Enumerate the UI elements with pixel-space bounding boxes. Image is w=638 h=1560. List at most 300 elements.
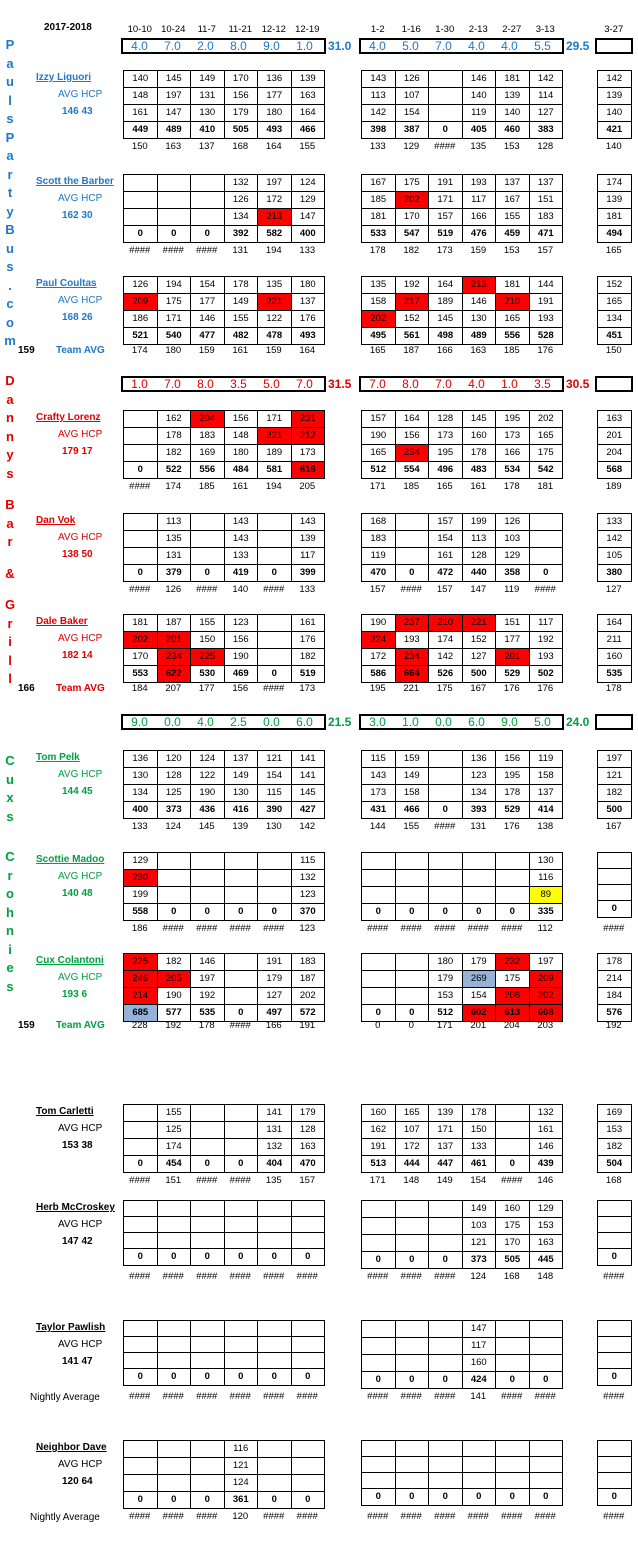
series-total-cell: 0 bbox=[157, 1492, 191, 1509]
weekly-points: 5.5 bbox=[534, 39, 551, 53]
game-score-cell: 181 bbox=[496, 277, 530, 294]
game-score-cell: 160 bbox=[462, 1355, 496, 1372]
game-score-cell: 237 bbox=[395, 615, 429, 632]
series-total-cell: 0 bbox=[258, 565, 292, 582]
game-score-cell: 160 bbox=[496, 1201, 530, 1218]
series-total-cell: 521 bbox=[124, 328, 158, 345]
game-score-cell bbox=[157, 1201, 191, 1217]
weekly-average: #### bbox=[196, 1511, 218, 1522]
avg-hcp-label: AVG HCP bbox=[58, 871, 103, 882]
game-score-cell bbox=[291, 1217, 325, 1233]
game-score-cell: 137 bbox=[291, 294, 325, 311]
game-score-cell: 143 bbox=[224, 531, 258, 548]
series-total-cell: 0 bbox=[157, 1369, 191, 1386]
series-total-row bbox=[124, 1249, 325, 1266]
game-row bbox=[124, 1441, 325, 1458]
game-row bbox=[124, 294, 325, 311]
series-total-cell: 482 bbox=[224, 328, 258, 345]
game-score-cell: 139 bbox=[429, 1105, 463, 1122]
game-score-cell: 182 bbox=[157, 445, 191, 462]
game-row bbox=[124, 768, 325, 785]
weekly-average: 176 bbox=[503, 821, 520, 832]
game-score-cell: 155 bbox=[496, 209, 530, 226]
game-score-cell: 156 bbox=[395, 428, 429, 445]
game-score-cell bbox=[529, 1321, 563, 1338]
game-score-cell bbox=[496, 1105, 530, 1122]
game-score-cell bbox=[362, 1457, 396, 1473]
avg-hcp-values: 147 42 bbox=[62, 1236, 93, 1247]
series-total-cell: 0 bbox=[124, 565, 158, 582]
weekly-average: 142 bbox=[299, 821, 316, 832]
game-score-cell: 197 bbox=[598, 751, 632, 768]
game-score-cell bbox=[429, 1441, 463, 1457]
game-row bbox=[362, 311, 563, 328]
series-total-cell: 0 bbox=[429, 1489, 463, 1506]
game-row bbox=[362, 1235, 563, 1252]
series-total-row bbox=[124, 904, 325, 921]
team-name-letter: i bbox=[8, 634, 12, 649]
game-score-cell: 146 bbox=[462, 294, 496, 311]
game-score-cell bbox=[429, 71, 463, 88]
game-score-cell bbox=[429, 768, 463, 785]
weekly-points: 4.0 bbox=[369, 39, 386, 53]
weekly-average: #### bbox=[229, 1271, 251, 1282]
game-score-cell bbox=[124, 192, 158, 209]
team-name-letter: P bbox=[5, 129, 15, 145]
team-name-letter: s bbox=[6, 808, 14, 824]
team-name-letter: s bbox=[6, 259, 14, 274]
game-score-cell bbox=[496, 1457, 530, 1473]
half-total-points: 31.5 bbox=[328, 377, 352, 391]
team-weekly-average: 0 bbox=[408, 1020, 414, 1031]
game-row bbox=[598, 768, 632, 785]
game-score-cell bbox=[157, 1475, 191, 1492]
game-score-cell: 182 bbox=[157, 954, 191, 971]
game-score-cell: 171 bbox=[258, 411, 292, 428]
game-score-cell: 160 bbox=[598, 649, 632, 666]
game-score-cell: 179 bbox=[291, 1105, 325, 1122]
game-score-cell: 193 bbox=[529, 649, 563, 666]
series-total-cell: 335 bbox=[529, 904, 563, 921]
series-total-cell: 0 bbox=[496, 1372, 530, 1389]
series-total-cell: 476 bbox=[462, 226, 496, 243]
game-score-cell: 174 bbox=[598, 175, 632, 192]
game-score-cell: 190 bbox=[191, 785, 225, 802]
game-score-cell bbox=[395, 988, 429, 1005]
game-score-cell: 224 bbox=[362, 632, 396, 649]
series-total-cell: 0 bbox=[429, 1252, 463, 1269]
team-weekly-average: #### bbox=[263, 683, 285, 694]
series-total-cell: 493 bbox=[291, 328, 325, 345]
weekly-average: 185 bbox=[198, 481, 215, 492]
team-hcp-total: 159 bbox=[18, 1020, 35, 1031]
team-name-letter: C bbox=[5, 753, 15, 768]
game-score-cell bbox=[362, 1441, 396, 1457]
bowler-name[interactable]: Scottie Madoo bbox=[36, 854, 105, 865]
avg-hcp-values: 162 30 bbox=[62, 210, 93, 221]
bowler-name[interactable]: Herb McCroskey bbox=[36, 1202, 115, 1213]
game-score-cell bbox=[395, 548, 429, 565]
team-weekly-average: 175 bbox=[436, 683, 453, 694]
series-total-cell: 419 bbox=[224, 565, 258, 582]
game-score-cell: 190 bbox=[362, 615, 396, 632]
series-total-cell: 602 bbox=[462, 1005, 496, 1022]
game-row bbox=[124, 785, 325, 802]
series-total-cell: 0 bbox=[598, 1249, 632, 1266]
game-score-cell: 164 bbox=[395, 411, 429, 428]
team-weekly-average: 173 bbox=[299, 683, 316, 694]
game-row bbox=[362, 1105, 563, 1122]
game-score-cell: 140 bbox=[462, 88, 496, 105]
game-score-cell: 166 bbox=[496, 445, 530, 462]
bowler-name[interactable]: Neighbor Dave bbox=[36, 1442, 107, 1453]
game-score-cell bbox=[258, 649, 292, 666]
game-score-cell: 107 bbox=[395, 88, 429, 105]
week-header: 1-30 bbox=[435, 24, 455, 35]
team-weekly-average: 176 bbox=[503, 683, 520, 694]
series-total-cell: 0 bbox=[429, 1372, 463, 1389]
game-row bbox=[362, 1122, 563, 1139]
bowler-name[interactable]: Taylor Pawlish bbox=[36, 1322, 106, 1333]
game-score-cell: 178 bbox=[157, 428, 191, 445]
game-score-cell: 121 bbox=[598, 768, 632, 785]
game-score-cell: 124 bbox=[191, 751, 225, 768]
series-total-cell: 444 bbox=[395, 1156, 429, 1173]
series-total-row bbox=[362, 462, 563, 479]
series-total-cell: 529 bbox=[496, 666, 530, 683]
series-total-cell: 547 bbox=[395, 226, 429, 243]
series-total-cell: 505 bbox=[224, 122, 258, 139]
game-score-cell: 174 bbox=[157, 1139, 191, 1156]
game-score-cell bbox=[429, 785, 463, 802]
game-score-cell: 152 bbox=[598, 277, 632, 294]
team-name-letter: l bbox=[8, 671, 12, 686]
team-name-letter: r bbox=[7, 166, 13, 182]
game-score-cell: 232 bbox=[496, 954, 530, 971]
series-total-cell: 361 bbox=[224, 1492, 258, 1509]
game-score-cell: 202 bbox=[529, 988, 563, 1005]
series-total-cell: 0 bbox=[258, 1249, 292, 1266]
game-score-cell: 234 bbox=[395, 649, 429, 666]
series-total-cell: 512 bbox=[362, 462, 396, 479]
game-score-cell bbox=[291, 1475, 325, 1492]
game-score-cell: 169 bbox=[598, 1105, 632, 1122]
weekly-average: 135 bbox=[470, 141, 487, 152]
game-row bbox=[598, 411, 632, 428]
game-score-cell: 122 bbox=[191, 768, 225, 785]
weekly-average: #### bbox=[434, 923, 456, 934]
weekly-average: 153 bbox=[503, 245, 520, 256]
bowler-name[interactable]: Paul Coultas bbox=[36, 278, 97, 289]
weekly-average: 147 bbox=[470, 584, 487, 595]
weekly-points: 9.0 bbox=[501, 715, 518, 729]
weekly-points: 7.0 bbox=[435, 39, 452, 53]
weekly-points: 9.0 bbox=[131, 715, 148, 729]
series-total-cell: 0 bbox=[362, 1489, 396, 1506]
weekly-average: #### bbox=[196, 1271, 218, 1282]
weekly-average: #### bbox=[129, 481, 151, 492]
game-score-cell bbox=[191, 1201, 225, 1217]
game-score-cell bbox=[191, 1475, 225, 1492]
game-score-cell: 150 bbox=[462, 1122, 496, 1139]
series-total-row bbox=[362, 328, 563, 345]
series-total-cell: 427 bbox=[291, 802, 325, 819]
bowler-name[interactable]: Scott the Barber bbox=[36, 176, 114, 187]
game-score-cell bbox=[598, 1321, 632, 1337]
game-score-cell: 191 bbox=[362, 1139, 396, 1156]
series-total-cell: 0 bbox=[157, 226, 191, 243]
game-row bbox=[362, 1139, 563, 1156]
game-score-cell: 129 bbox=[124, 853, 158, 870]
series-total-row bbox=[598, 328, 632, 345]
game-score-cell: 126 bbox=[395, 71, 429, 88]
game-score-cell: 140 bbox=[496, 105, 530, 122]
game-score-cell: 153 bbox=[429, 988, 463, 1005]
game-score-cell bbox=[224, 1233, 258, 1249]
score-grid bbox=[361, 953, 563, 1022]
game-score-cell: 170 bbox=[224, 71, 258, 88]
bowler-name[interactable]: Crafty Lorenz bbox=[36, 412, 101, 423]
weekly-points: 7.0 bbox=[164, 377, 181, 391]
game-row bbox=[362, 971, 563, 988]
score-grid bbox=[361, 1320, 563, 1389]
avg-hcp-label: AVG HCP bbox=[58, 769, 103, 780]
game-row bbox=[362, 988, 563, 1005]
weekly-average: #### bbox=[501, 1391, 523, 1402]
team-name-letter: i bbox=[8, 941, 12, 957]
series-total-cell: 387 bbox=[395, 122, 429, 139]
game-score-cell: 128 bbox=[462, 548, 496, 565]
weekly-points: 7.0 bbox=[435, 377, 452, 391]
weekly-average: #### bbox=[196, 245, 218, 256]
series-total-cell: 398 bbox=[362, 122, 396, 139]
team-name-letter: u bbox=[6, 74, 14, 89]
weekly-average: 194 bbox=[265, 481, 282, 492]
weekly-average: #### bbox=[162, 1271, 184, 1282]
game-score-cell bbox=[395, 1473, 429, 1489]
bowler-name[interactable]: Dan Vok bbox=[36, 515, 76, 526]
game-row bbox=[598, 853, 632, 869]
score-grid bbox=[597, 174, 632, 243]
game-score-cell: 135 bbox=[362, 277, 396, 294]
series-total-cell: 533 bbox=[362, 226, 396, 243]
series-total-row bbox=[362, 226, 563, 243]
game-score-cell: 213 bbox=[462, 277, 496, 294]
weekly-average: #### bbox=[229, 1175, 251, 1186]
series-total-cell: 392 bbox=[224, 226, 258, 243]
series-total-cell: 459 bbox=[496, 226, 530, 243]
team-name-letter: x bbox=[6, 790, 14, 805]
half-total-points: 30.5 bbox=[566, 377, 590, 391]
weekly-average: #### bbox=[603, 1271, 625, 1282]
game-score-cell: 130 bbox=[529, 853, 563, 870]
game-score-cell: 143 bbox=[362, 71, 396, 88]
series-total-row bbox=[124, 666, 325, 683]
series-total-row bbox=[598, 1249, 632, 1266]
avg-hcp-values: 153 38 bbox=[62, 1140, 93, 1151]
game-score-cell: 190 bbox=[362, 428, 396, 445]
game-score-cell bbox=[362, 1338, 396, 1355]
game-score-cell bbox=[258, 632, 292, 649]
game-score-cell bbox=[157, 1458, 191, 1475]
game-row bbox=[362, 428, 563, 445]
game-score-cell: 170 bbox=[496, 1235, 530, 1252]
game-row bbox=[124, 1233, 325, 1249]
team-weekly-average: 178 bbox=[198, 1020, 215, 1031]
weekly-average: #### bbox=[603, 1511, 625, 1522]
weekly-average: #### bbox=[400, 1271, 422, 1282]
game-score-cell bbox=[258, 531, 292, 548]
series-total-cell: 0 bbox=[291, 1492, 325, 1509]
game-score-cell: 121 bbox=[258, 751, 292, 768]
game-score-cell: 154 bbox=[395, 105, 429, 122]
game-score-cell: 145 bbox=[157, 71, 191, 88]
game-score-cell: 180 bbox=[224, 445, 258, 462]
score-grid bbox=[123, 614, 325, 683]
game-score-cell bbox=[258, 1458, 292, 1475]
weekly-average: 155 bbox=[403, 821, 420, 832]
game-score-cell: 117 bbox=[462, 1338, 496, 1355]
game-score-cell: 141 bbox=[291, 751, 325, 768]
series-total-cell: 0 bbox=[124, 1156, 158, 1173]
game-score-cell: 141 bbox=[258, 1105, 292, 1122]
team-weekly-average: 178 bbox=[605, 683, 622, 694]
weekly-average: 159 bbox=[470, 245, 487, 256]
weekly-average: 168 bbox=[605, 1175, 622, 1186]
score-grid bbox=[361, 750, 563, 819]
game-score-cell bbox=[191, 209, 225, 226]
game-score-cell: 175 bbox=[529, 445, 563, 462]
game-score-cell bbox=[224, 853, 258, 870]
game-score-cell: 191 bbox=[529, 294, 563, 311]
game-row bbox=[124, 175, 325, 192]
weekly-average: #### bbox=[534, 584, 556, 595]
game-score-cell: 202 bbox=[362, 311, 396, 328]
series-total-row bbox=[124, 1369, 325, 1386]
game-score-cell: 179 bbox=[224, 105, 258, 122]
game-row bbox=[124, 514, 325, 531]
game-score-cell bbox=[529, 1355, 563, 1372]
team-weekly-average: #### bbox=[229, 1020, 251, 1031]
game-row bbox=[124, 445, 325, 462]
series-total-cell: 489 bbox=[157, 122, 191, 139]
game-row bbox=[362, 632, 563, 649]
game-score-cell bbox=[224, 887, 258, 904]
game-score-cell bbox=[224, 870, 258, 887]
game-score-cell: 209 bbox=[124, 294, 158, 311]
game-score-cell bbox=[395, 1321, 429, 1338]
team-name-letter: s bbox=[6, 978, 14, 994]
game-score-cell: 123 bbox=[224, 615, 258, 632]
game-score-cell bbox=[224, 1353, 258, 1369]
game-score-cell: 178 bbox=[598, 954, 632, 971]
game-row bbox=[598, 988, 632, 1005]
series-total-cell: 0 bbox=[496, 904, 530, 921]
series-total-cell: 410 bbox=[191, 122, 225, 139]
series-total-cell: 535 bbox=[191, 1005, 225, 1022]
team-weekly-average: 191 bbox=[299, 1020, 316, 1031]
team-name-letter: r bbox=[7, 867, 13, 883]
game-row bbox=[598, 445, 632, 462]
game-score-cell: 134 bbox=[224, 209, 258, 226]
weekly-average: 163 bbox=[165, 141, 182, 152]
weekly-average: #### bbox=[162, 923, 184, 934]
game-score-cell: 176 bbox=[291, 311, 325, 328]
game-score-cell bbox=[191, 1122, 225, 1139]
team-name-letter: u bbox=[6, 771, 14, 787]
weekly-average: 119 bbox=[504, 584, 520, 595]
game-score-cell: 201 bbox=[598, 428, 632, 445]
game-score-cell: 155 bbox=[191, 615, 225, 632]
team-name-letter: C bbox=[5, 849, 15, 864]
game-score-cell bbox=[157, 1233, 191, 1249]
weekly-average: #### bbox=[400, 1391, 422, 1402]
game-score-cell: 103 bbox=[496, 531, 530, 548]
game-score-cell: 173 bbox=[429, 428, 463, 445]
game-row bbox=[124, 649, 325, 666]
weekly-average: 133 bbox=[131, 821, 148, 832]
weekly-average: #### bbox=[603, 1391, 625, 1402]
game-score-cell: 146 bbox=[529, 1139, 563, 1156]
game-score-cell: 129 bbox=[529, 1201, 563, 1218]
game-score-cell: 195 bbox=[496, 768, 530, 785]
bowler-name[interactable]: Cux Colantoni bbox=[36, 955, 104, 966]
bowler-name[interactable]: Izzy Liguori bbox=[36, 72, 91, 83]
game-score-cell: 183 bbox=[191, 428, 225, 445]
game-score-cell bbox=[191, 870, 225, 887]
game-score-cell bbox=[395, 1457, 429, 1473]
game-score-cell: 165 bbox=[598, 294, 632, 311]
team-weekly-average: 150 bbox=[605, 345, 622, 356]
game-score-cell bbox=[124, 1105, 158, 1122]
game-score-cell: 158 bbox=[395, 785, 429, 802]
team-name-letter: c bbox=[6, 296, 14, 311]
game-score-cell bbox=[124, 548, 158, 565]
game-row bbox=[598, 615, 632, 632]
series-total-cell: 572 bbox=[291, 1005, 325, 1022]
game-row bbox=[598, 869, 632, 885]
weekly-average: #### bbox=[162, 1511, 184, 1522]
game-score-cell: 197 bbox=[529, 954, 563, 971]
score-grid bbox=[361, 70, 563, 139]
game-score-cell bbox=[598, 1217, 632, 1233]
game-score-cell: 175 bbox=[496, 971, 530, 988]
game-score-cell: 185 bbox=[362, 192, 396, 209]
series-total-cell: 504 bbox=[598, 1156, 632, 1173]
game-score-cell: 163 bbox=[529, 1235, 563, 1252]
bowler-name[interactable]: Dale Baker bbox=[36, 616, 88, 627]
game-score-cell: 116 bbox=[224, 1441, 258, 1458]
game-row bbox=[124, 277, 325, 294]
game-score-cell: 202 bbox=[291, 988, 325, 1005]
bowler-name[interactable]: Tom Pelk bbox=[36, 752, 80, 763]
weekly-points: 5.0 bbox=[263, 377, 280, 391]
game-score-cell: 213 bbox=[258, 209, 292, 226]
game-score-cell: 212 bbox=[291, 428, 325, 445]
game-row bbox=[124, 632, 325, 649]
series-total-row bbox=[362, 1005, 563, 1022]
game-score-cell: 211 bbox=[598, 632, 632, 649]
game-row bbox=[124, 192, 325, 209]
game-score-cell bbox=[291, 1201, 325, 1217]
game-score-cell: 172 bbox=[395, 1139, 429, 1156]
series-total-row bbox=[362, 565, 563, 582]
team-points-box-first-half bbox=[121, 714, 326, 730]
game-row bbox=[598, 785, 632, 802]
weekly-average: 137 bbox=[198, 141, 215, 152]
game-score-cell bbox=[124, 1475, 158, 1492]
bowler-name[interactable]: Tom Carletti bbox=[36, 1106, 94, 1117]
